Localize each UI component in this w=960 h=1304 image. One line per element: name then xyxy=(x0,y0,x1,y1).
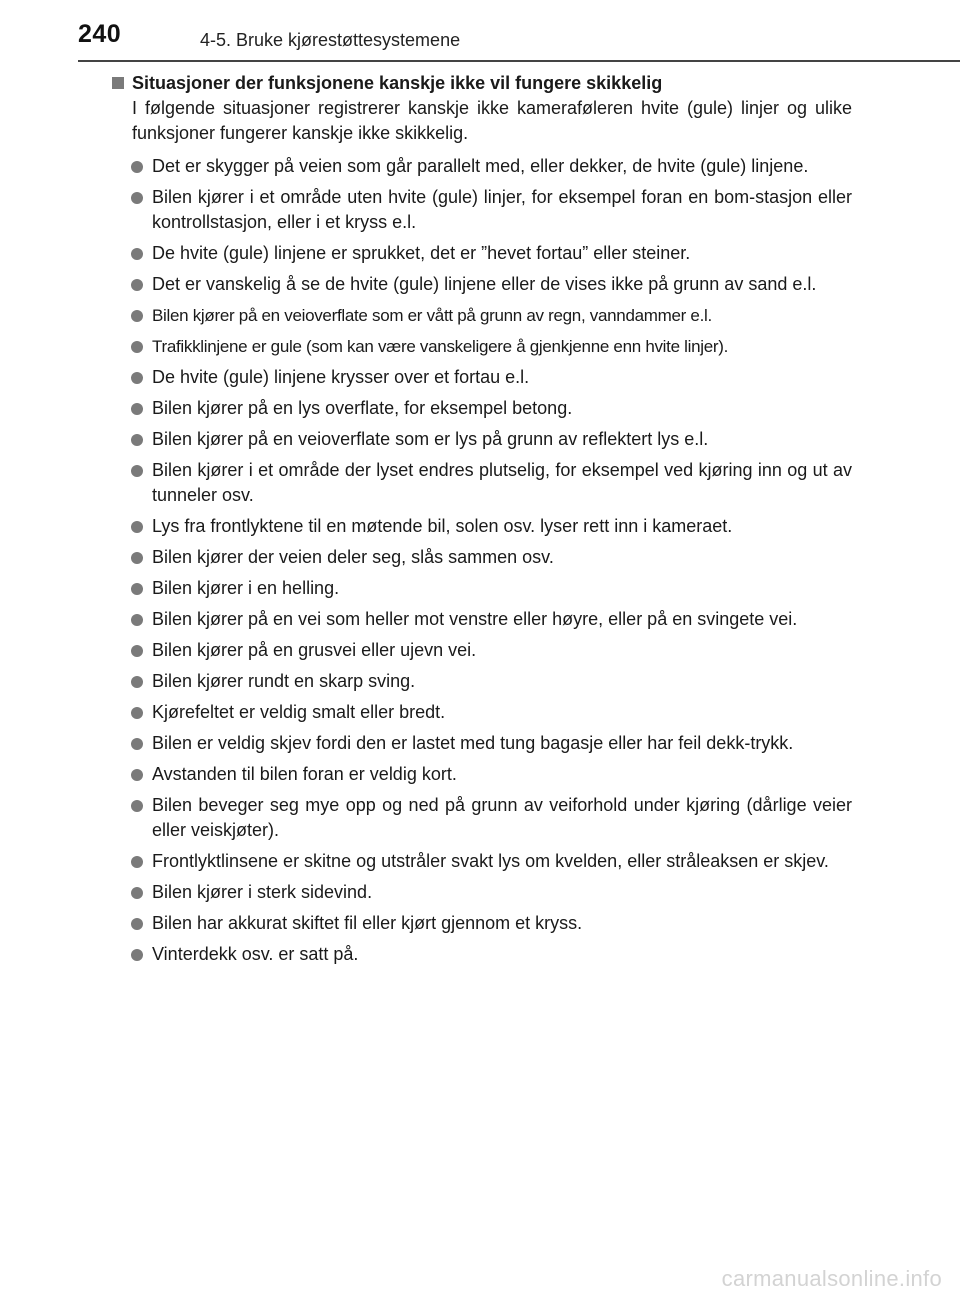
list-item xyxy=(112,911,852,936)
list-item-text: Bilen kjører rundt en skarp sving. xyxy=(152,671,416,691)
list-item-text: Bilen kjører i en helling. xyxy=(152,578,340,598)
section-title: 4-5. Bruke kjørestøttesystemene xyxy=(200,30,461,50)
bullet-dot-icon xyxy=(131,707,143,719)
list-item-text: Bilen kjører på en vei som heller mot venstre eller høyre, eller på en svingete vei. xyxy=(152,609,798,629)
list-item-text: Bilen kjører på en veioverflate som er vått på grunn av regn, vanndammer e.l. xyxy=(152,306,712,325)
list-item-text: De hvite (gule) linjene krysser over et fortau e.l. xyxy=(152,367,530,387)
list-item-text: De hvite (gule) linjene er sprukket, det er ”hevet fortau” eller steiner. xyxy=(152,243,691,263)
list-item xyxy=(112,638,852,663)
bullet-dot-icon xyxy=(131,887,143,899)
list-item-text: Det er skygger på veien som går parallelt med, eller dekker, de hvite (gule) linjene. xyxy=(152,156,809,176)
list-item-text: Bilen beveger seg mye opp og ned på grunn av veiforhold under kjøring (dårlige veier eller veiskjøter). xyxy=(152,795,852,840)
list-item-text: Bilen kjører der veien deler seg, slås sammen osv. xyxy=(152,547,554,567)
list-item-text: Bilen kjører på en lys overflate, for eksempel betong. xyxy=(152,398,573,418)
site-watermark: carmanualsonline.info xyxy=(721,1266,942,1291)
bullet-dot-icon xyxy=(131,800,143,812)
list-item xyxy=(112,154,852,179)
list-item-text: Frontlyktlinsene er skitne og utstråler svakt lys om kvelden, eller stråleaksen er skjev. xyxy=(152,851,829,871)
list-item xyxy=(112,669,852,694)
page-number: 240 xyxy=(78,20,122,48)
bullet-dot-icon xyxy=(131,583,143,595)
bullet-dot-icon xyxy=(131,676,143,688)
list-item xyxy=(112,241,852,266)
list-item-text: Bilen kjører på en grusvei eller ujevn vei. xyxy=(152,640,477,660)
list-item xyxy=(112,700,852,725)
list-item xyxy=(112,458,852,508)
list-item-text: Trafikklinjene er gule (som kan være vanskeligere å gjenkjenne enn hvite linjer). xyxy=(152,337,729,356)
list-item-text: Kjørefeltet er veldig smalt eller bredt. xyxy=(152,702,446,722)
list-item xyxy=(112,880,852,905)
bullet-dot-icon xyxy=(131,434,143,446)
bullet-list xyxy=(112,154,852,967)
bullet-dot-icon xyxy=(131,769,143,781)
list-item-text: Bilen kjører i et område uten hvite (gule) linjer, for eksempel foran en bom-stasjon eller kontrollstasjon, eller i et kryss e.l. xyxy=(152,187,852,232)
bullet-dot-icon xyxy=(131,521,143,533)
bullet-dot-icon xyxy=(131,465,143,477)
bullet-dot-icon xyxy=(131,279,143,291)
bullet-dot-icon xyxy=(131,403,143,415)
bullet-dot-icon xyxy=(131,341,143,353)
list-item xyxy=(112,731,852,756)
list-item-text: Avstanden til bilen foran er veldig kort. xyxy=(152,764,457,784)
list-item-text: Vinterdekk osv. er satt på. xyxy=(152,944,359,964)
bullet-dot-icon xyxy=(131,310,143,322)
bullet-dot-icon xyxy=(131,645,143,657)
bullet-dot-icon xyxy=(131,372,143,384)
list-item xyxy=(112,396,852,421)
intro-paragraph: I følgende situasjoner registrerer kanskje ikke kameraføleren hvite (gule) linjer og ulike funksjoner fungerer kanskje ikke skikkelig. xyxy=(132,98,852,143)
list-item-text: Det er vanskelig å se de hvite (gule) linjene eller de vises ikke på grunn av sand e.l. xyxy=(152,274,817,294)
bullet-dot-icon xyxy=(131,856,143,868)
list-item-text: Bilen kjører i sterk sidevind. xyxy=(152,882,373,902)
list-item xyxy=(112,427,852,452)
list-item xyxy=(112,607,852,632)
list-item-text: Bilen kjører på en veioverflate som er lys på grunn av reflektert lys e.l. xyxy=(152,429,709,449)
list-item xyxy=(112,514,852,539)
list-item xyxy=(112,576,852,601)
bullet-dot-icon xyxy=(131,738,143,750)
list-item-text: Bilen har akkurat skiftet fil eller kjørt gjennom et kryss. xyxy=(152,913,583,933)
bullet-dot-icon xyxy=(131,949,143,961)
list-item xyxy=(112,793,852,843)
list-item xyxy=(112,185,852,235)
section-heading xyxy=(112,70,852,96)
list-item xyxy=(112,303,852,328)
list-item xyxy=(112,272,852,297)
list-item-text: Lys fra frontlyktene til en møtende bil, solen osv. lyser rett inn i kameraet. xyxy=(152,516,733,536)
list-item xyxy=(112,545,852,570)
list-item-text: Bilen kjører i et område der lyset endres plutselig, for eksempel ved kjøring inn og ut av tunneler osv. xyxy=(152,460,852,505)
bullet-dot-icon xyxy=(131,192,143,204)
page-header xyxy=(0,0,960,60)
list-item xyxy=(112,762,852,787)
section-heading-text: Situasjoner der funksjonene kanskje ikke vil fungere skikkelig xyxy=(132,73,663,93)
list-item xyxy=(112,334,852,359)
list-item xyxy=(112,365,852,390)
list-item xyxy=(112,942,852,967)
bullet-dot-icon xyxy=(131,918,143,930)
bullet-dot-icon xyxy=(131,161,143,173)
main-content xyxy=(112,70,852,973)
square-bullet-icon xyxy=(112,77,124,89)
bullet-dot-icon xyxy=(131,614,143,626)
list-item xyxy=(112,849,852,874)
header-divider xyxy=(78,60,960,62)
bullet-dot-icon xyxy=(131,248,143,260)
bullet-dot-icon xyxy=(131,552,143,564)
list-item-text: Bilen er veldig skjev fordi den er lastet med tung bagasje eller har feil dekk-trykk. xyxy=(152,733,794,753)
